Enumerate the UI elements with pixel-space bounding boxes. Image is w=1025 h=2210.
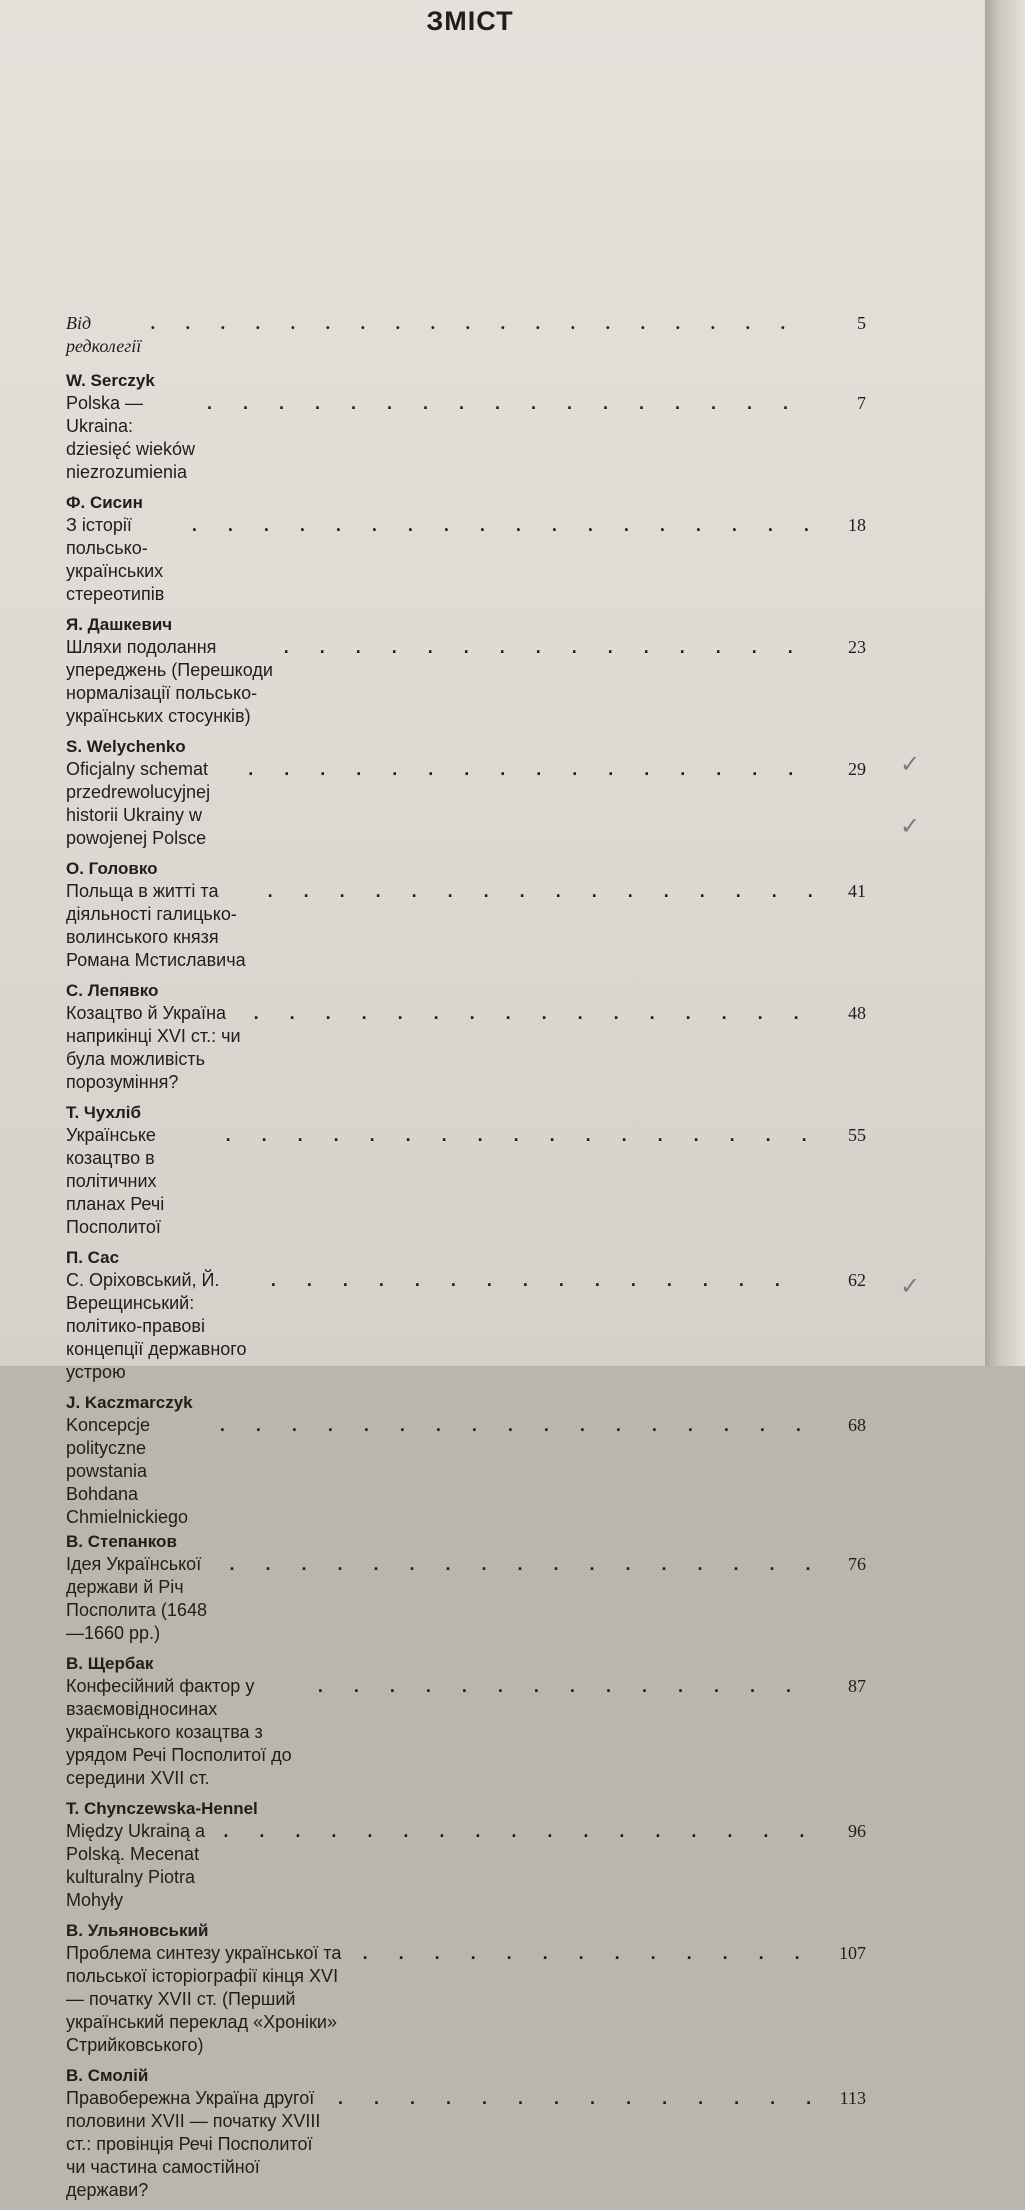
toc-title: З історії польсько-українських стереотипів <box>66 515 165 604</box>
toc-title: Правобережна Україна другої половини XVII — початку XVIII ст.: провінція Речі Посполитої чи частина самостійної держави? <box>66 2088 321 2200</box>
leader-dots <box>192 514 812 537</box>
toc-author: W. Serczyk <box>66 371 155 390</box>
leader-dots <box>254 1002 812 1025</box>
leader-dots <box>318 1675 812 1698</box>
toc-author: В. Смолій <box>66 2066 149 2085</box>
toc-entry <box>66 736 866 850</box>
page-number: 62 <box>848 1270 866 1290</box>
toc-line <box>66 1414 866 1529</box>
toc-title: Oficjalny schemat przedrewolucyjnej historii Ukrainy w powojenej Polsce <box>66 759 211 848</box>
toc-entry <box>66 370 866 484</box>
leader-dots <box>226 1124 812 1147</box>
toc-title: Польща в житті та діяльності галицько-волинського князя Романа Мстиславича <box>66 881 246 970</box>
leader-dots <box>220 1414 812 1437</box>
toc-line <box>66 1942 866 2057</box>
page-number: 48 <box>848 1003 866 1023</box>
toc-entry <box>66 1392 866 1529</box>
leader-dots <box>363 1942 812 1965</box>
toc-line <box>66 636 866 728</box>
leader-dots <box>338 2087 812 2110</box>
page-number: 7 <box>857 393 866 413</box>
page-number: 18 <box>848 515 866 535</box>
toc-author: О. Головко <box>66 859 158 878</box>
toc-entry <box>66 980 866 1094</box>
toc-title: Шляхи подолання упереджень (Перешкоди нормалізації польсько-українських стосунків) <box>66 637 273 726</box>
toc-author: J. Kaczmarczyk <box>66 1393 193 1412</box>
toc-title: Koncepcje polityczne powstania Bohdana Chmielnickiego <box>66 1415 189 1527</box>
toc-author: П. Сас <box>66 1248 120 1267</box>
toc-author: В. Щербак <box>66 1654 154 1673</box>
page-number: 29 <box>848 759 866 779</box>
toc-title: Від редколегії <box>66 313 142 356</box>
toc-line <box>66 1002 866 1094</box>
toc-author: В. Ульяновський <box>66 1921 209 1940</box>
toc-line <box>66 312 866 358</box>
toc-author: Т. Чухліб <box>66 1103 141 1122</box>
table-of-contents <box>66 312 866 2210</box>
toc-entry <box>66 1653 866 1790</box>
page-number: 76 <box>848 1554 866 1574</box>
toc-title: Конфесійний фактор у взаємовідносинах українського козацтва з урядом Речі Посполитої до середини XVII ст. <box>66 1676 292 1788</box>
page-number: 96 <box>848 1821 866 1841</box>
toc-entry <box>66 492 866 606</box>
toc-line <box>66 1820 866 1912</box>
toc-line <box>66 514 866 606</box>
toc-title: С. Оріховський, Й. Верещинський: політико-правові концепції державного устрою <box>66 1270 247 1382</box>
toc-title: Українське козацтво в політичних планах Речі Посполитої <box>66 1125 165 1237</box>
toc-line <box>66 392 866 484</box>
toc-entry <box>66 858 866 972</box>
toc-author: S. Welychenko <box>66 737 186 756</box>
leader-dots <box>151 312 812 335</box>
page-number: 107 <box>839 1943 866 1963</box>
toc-line <box>66 1553 866 1645</box>
toc-title: Między Ukrainą a Polską. Mecenat kulturalny Piotra Mohyły <box>66 1821 206 1910</box>
toc-author: В. Степанков <box>66 1532 177 1551</box>
pencil-check-mark: ✓ <box>900 1272 921 1300</box>
leader-dots <box>207 392 812 415</box>
toc-author: T. Chynczewska-Hennel <box>66 1799 258 1818</box>
leader-dots <box>284 636 812 659</box>
page-number: 55 <box>848 1125 866 1145</box>
toc-entry <box>66 614 866 728</box>
toc-title: Козацтво й Україна наприкінці XVI ст.: чи була можливість порозуміння? <box>66 1003 241 1092</box>
toc-entry <box>66 312 866 358</box>
pencil-check-mark: ✓ <box>900 812 921 840</box>
toc-entry <box>66 1247 866 1384</box>
toc-line <box>66 2087 866 2202</box>
page-number: 87 <box>848 1676 866 1696</box>
toc-title: Polska — Ukraina: dziesięć wieków niezrozumienia <box>66 393 196 482</box>
toc-title: Проблема синтезу української та польської історіографії кінця XVI — початку XVII ст. (Перший український переклад «Хроніки» Стрийковського) <box>66 1943 342 2055</box>
page-edge <box>985 0 1025 1366</box>
page-number: 41 <box>848 881 866 901</box>
toc-line <box>66 880 866 972</box>
toc-author: Я. Дашкевич <box>66 615 173 634</box>
toc-line <box>66 1675 866 1790</box>
page-number: 68 <box>848 1415 866 1435</box>
page-number: 113 <box>839 2088 866 2108</box>
toc-author: С. Лепявко <box>66 981 159 1000</box>
toc-entry <box>66 1102 866 1239</box>
leader-dots <box>271 1269 812 1292</box>
leader-dots <box>223 1820 812 1843</box>
toc-line <box>66 1269 866 1384</box>
page-number: 23 <box>848 637 866 657</box>
toc-entry <box>66 1920 866 2057</box>
toc-line <box>66 1124 866 1239</box>
leader-dots <box>229 1553 812 1576</box>
page-title: ЗМІСТ <box>426 6 514 36</box>
leader-dots <box>268 880 812 903</box>
pencil-check-mark: ✓ <box>900 750 921 778</box>
leader-dots <box>248 758 812 781</box>
toc-entry <box>66 2065 866 2202</box>
toc-entry <box>66 1531 866 1645</box>
toc-title: Ідея Української держави й Річ Посполита (1648—1660 рр.) <box>66 1554 207 1643</box>
toc-line <box>66 758 866 850</box>
toc-author: Ф. Сисин <box>66 493 143 512</box>
page-number: 5 <box>857 313 866 333</box>
toc-entry <box>66 1798 866 1912</box>
